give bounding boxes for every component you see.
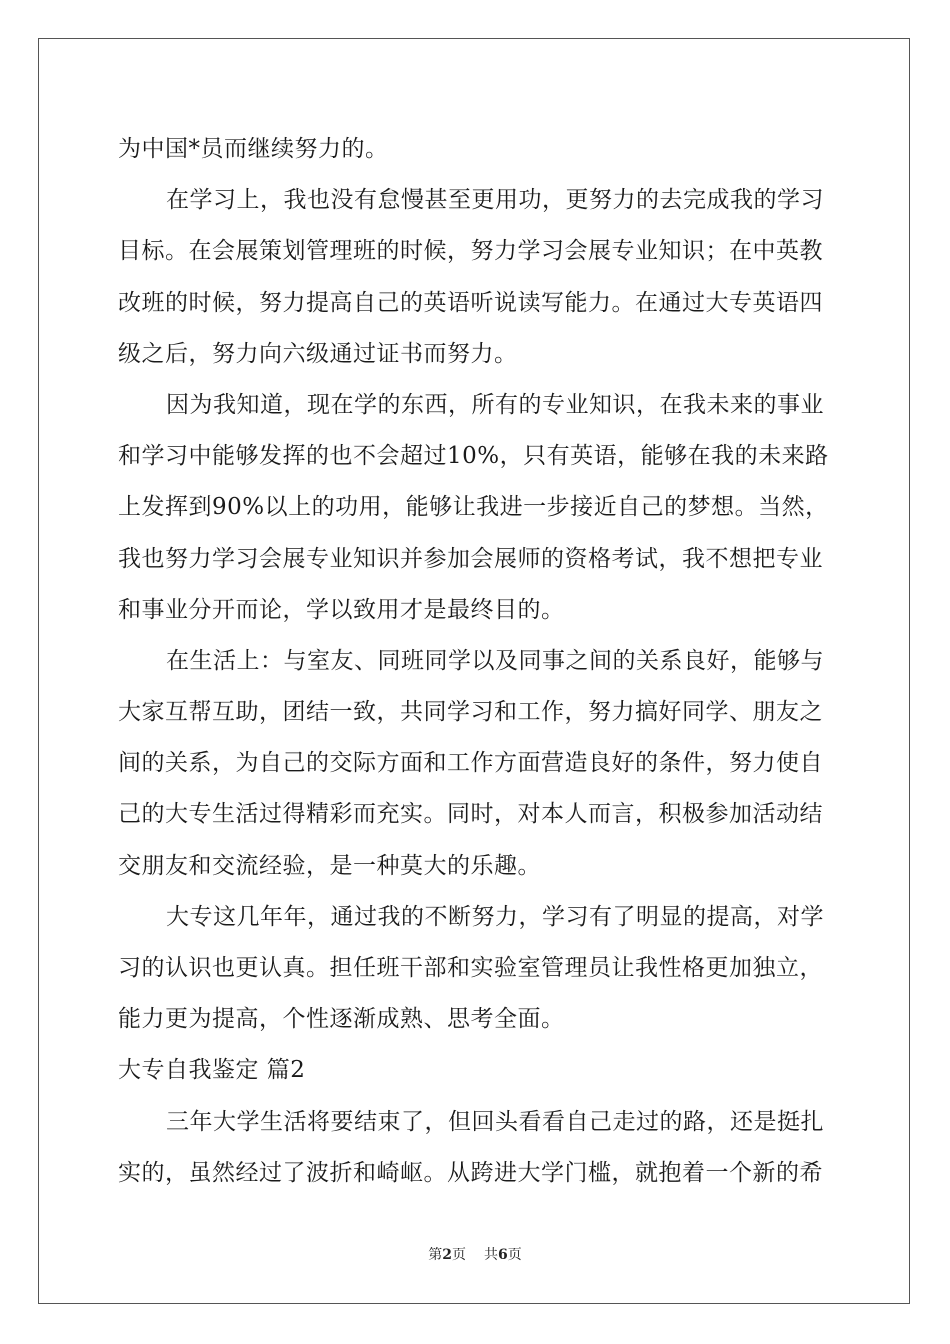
text-line: 交朋友和交流经验，是一种莫大的乐趣。: [118, 852, 541, 879]
text-line: 改班的时候，努力提高自己的英语听说读写能力。在通过大专英语四: [118, 289, 823, 316]
text-line: 能力更为提高，个性逐渐成熟、思考全面。: [118, 1006, 565, 1033]
text-line: 上发挥到90%以上的功用，能够让我进一步接近自己的梦想。当然，: [118, 494, 829, 521]
page-number-current: 2: [442, 1247, 452, 1263]
text-line: 间的关系，为自己的交际方面和工作方面营造良好的条件，努力使自: [118, 750, 823, 777]
text-line: 和学习中能够发挥的也不会超过10%，只有英语，能够在我的未来路: [118, 443, 829, 470]
page-footer: [0, 1244, 950, 1264]
text-line: 习的认识也更认真。担任班干部和实验室管理员让我性格更加独立，: [118, 955, 823, 981]
paragraph-start-line: 大专这几年年，通过我的不断努力，学习有了明显的提高，对学: [166, 903, 824, 930]
text-line: 实的，虽然经过了波折和崎岖。从跨进大学门槛，就抱着一个新的希: [118, 1159, 823, 1186]
document-body: [118, 124, 832, 1199]
paragraph-start-line: 在生活上：与室友、同班同学以及同事之间的关系良好，能够与: [166, 647, 824, 674]
paragraph-start-line: 因为我知道，现在学的东西，所有的专业知识，在我未来的事业: [166, 391, 824, 418]
section-heading: 大专自我鉴定 篇2: [118, 1057, 306, 1084]
text-line: 为中国*员而继续努力的。: [118, 136, 389, 162]
text-line: 目标。在会展策划管理班的时候，努力学习会展专业知识；在中英教: [118, 238, 823, 265]
page-total-prefix: 共: [484, 1247, 498, 1263]
page-number-suffix: 页: [452, 1247, 466, 1263]
paragraph-start-line: 在学习上，我也没有怠慢甚至更用功，更努力的去完成我的学习: [166, 187, 824, 214]
page-number-prefix: 第: [428, 1247, 443, 1263]
page-total-suffix: 页: [507, 1247, 522, 1263]
text-line: 级之后，努力向六级通过证书而努力。: [118, 340, 518, 367]
text-line: 我也努力学习会展专业知识并参加会展师的资格考试，我不想把专业: [118, 545, 823, 572]
page-total-count: 6: [498, 1247, 508, 1263]
text-line: 和事业分开而论，学以致用才是最终目的。: [118, 596, 565, 623]
paragraph-start-line: 三年大学生活将要结束了，但回头看看自己走过的路，还是挺扎: [166, 1108, 824, 1135]
text-line: 大家互帮互助，团结一致，共同学习和工作，努力搞好同学、朋友之: [118, 699, 823, 726]
text-line: 己的大专生活过得精彩而充实。同时，对本人而言，积极参加活动结: [118, 801, 823, 828]
